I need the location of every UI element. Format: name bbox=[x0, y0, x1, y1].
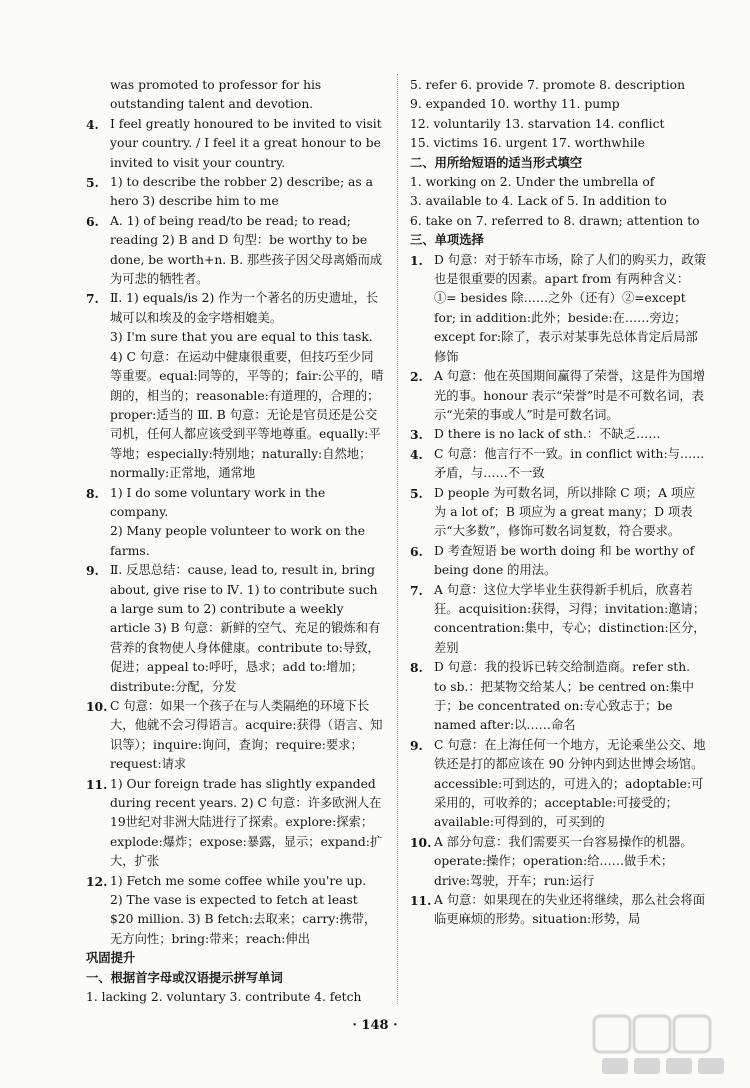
item-number: 10. bbox=[410, 834, 432, 850]
answer-line: 1. working on 2. Under the umbrella of bbox=[410, 175, 655, 190]
item-text: 1) Our foreign trade has slightly expanded during recent years. 2) C 句意：许多欧洲人在19世纪对非洲大陆进行了探索。explore:探索；explode:爆炸；expose:暴露，显示；expand:扩大，扩张 bbox=[110, 776, 383, 869]
item-number: 9. bbox=[86, 563, 99, 579]
item-number: 12. bbox=[86, 873, 108, 889]
answer-item bbox=[410, 367, 706, 425]
item-text: Ⅱ. 1) equals/is 2) 作为一个著名的历史遗址，长城可以和埃及的金字塔相媲美。 bbox=[110, 291, 379, 325]
item-number: 8. bbox=[410, 660, 423, 676]
item-number: 9. bbox=[410, 737, 423, 753]
item-number: 4. bbox=[410, 446, 423, 462]
answer-line: 6. take on 7. referred to 8. drawn; attention to bbox=[410, 213, 700, 228]
item-number: 3. bbox=[410, 427, 423, 443]
answer-item bbox=[86, 872, 384, 891]
watermark-logo bbox=[590, 1010, 740, 1080]
item-text: A. 1) of being read/to be read; to read; reading 2) B and D 句型：be worthy to be done, be worth+n. B. 那些孩子因父母离婚而成为可悲的牺牲者。 bbox=[110, 213, 383, 287]
answer-item bbox=[86, 173, 384, 212]
answer-continuation: 3) I'm sure that you are equal to this task. bbox=[110, 330, 373, 345]
answer-item bbox=[86, 561, 384, 697]
item-number: 7. bbox=[410, 582, 423, 598]
item-text: 1) Fetch me some coffee while you're up. bbox=[110, 873, 367, 888]
item-text: C 句意：在上海任何一个地方，无论乘坐公交、地铁还是打的都应该在 90 分钟内到达世博会场馆。accessible:可到达的，可进入的；adoptable:可采用的，可收养的；acceptable:可接受的；available:可得到的，可买到的 bbox=[434, 737, 706, 830]
item-number: 5. bbox=[86, 175, 99, 191]
item-number: 6. bbox=[86, 213, 99, 229]
item-text: D there is no lack of sth.：不缺乏…… bbox=[434, 427, 661, 442]
answer-item bbox=[410, 736, 706, 833]
item-text: A 句意：如果现在的失业还将继续，那么社会将面临更麻烦的形势。situation:形势，局 bbox=[434, 893, 706, 927]
item-text: D 考查短语 be worth doing 和 be worthy of being done 的用法。 bbox=[434, 543, 695, 578]
answer-line: 5. refer 6. provide 7. promote 8. description bbox=[410, 78, 685, 92]
section-title: 巩固提升 bbox=[86, 951, 136, 966]
answer-line: 12. voluntarily 13. starvation 14. conflict bbox=[410, 116, 665, 131]
answer-item bbox=[410, 658, 706, 736]
answer-continuation: was promoted to professor for his outstanding talent and devotion. bbox=[110, 78, 322, 112]
item-text: A 部分句意：我们需要买一台容易操作的机器。operate:操作；operation:给……做手术；drive:驾驶，开车；run:运行 bbox=[434, 834, 693, 888]
section-subtitle: 二、用所给短语的适当形式填空 bbox=[410, 155, 583, 170]
item-text: C 句意：他言行不一致。in conflict with:与……矛盾，与……不一致 bbox=[434, 446, 705, 481]
answer-continuation: 4) C 句意：在运动中健康很重要，但技巧至少同等重要。equal:同等的，平等的；fair:公平的，晴朗的，相当的；reasonable:有道理的，合理的；proper:适当的 Ⅲ. B 句意：无论是官员还是公交司机，任何人都应该受到平等地尊重。equally:平等地；especially:特别地；naturally:自然地；normally:正常地，通常地 bbox=[110, 349, 384, 481]
item-number: 7. bbox=[86, 291, 99, 307]
item-text: Ⅱ. 反思总结：cause, lead to, result in, bring about, give rise to Ⅳ. 1) to contribute such a large sum to 2) contribute a weekly article 3) B 句意：新鲜的空气、充足的锻炼和有营养的食物使人身体健康。contribute to:导致，促进；appeal to:呼吁，恳求；add to:增加；distribute:分配，分发 bbox=[110, 563, 381, 694]
answer-item bbox=[410, 445, 706, 484]
answer-item bbox=[86, 697, 384, 775]
answer-item bbox=[410, 542, 706, 581]
answer-item bbox=[86, 484, 384, 523]
answer-item bbox=[410, 891, 706, 930]
item-number: 11. bbox=[410, 893, 432, 909]
answer-line: 1. lacking 2. voluntary 3. contribute 4. fetch bbox=[86, 990, 362, 1005]
answer-item bbox=[410, 484, 706, 542]
answer-continuation: 2) Many people volunteer to work on the farms. bbox=[110, 524, 365, 558]
right-column bbox=[410, 76, 706, 930]
item-text: D 句意：对于轿车市场，除了人们的购买力，政策也是很重要的因素。apart from 有两种含义：①= besides 除……之外（还有）②=except for; in addition:此外；beside:在……旁边；except for:除了，表示对某事先总体肯定后局部修饰 bbox=[434, 252, 707, 364]
answer-item bbox=[410, 833, 706, 891]
item-text: I feel greatly honoured to be invited to visit your country. / I feel it a great honour to be invited to visit your country. bbox=[110, 116, 382, 170]
item-text: D 句意：我的投诉已转交给制造商。refer sth. to sb.：把某物交给某人；be centred on:集中于；be concentrated on:专心致志于；be named after:以……命名 bbox=[434, 660, 695, 733]
item-number: 2. bbox=[410, 369, 423, 385]
page-number: · 148 · bbox=[352, 1018, 398, 1033]
item-number: 11. bbox=[86, 776, 108, 792]
item-number: 6. bbox=[410, 543, 423, 559]
item-number: 10. bbox=[86, 699, 108, 714]
section-subtitle: 三、单项选择 bbox=[410, 233, 484, 248]
section-subtitle: 一、根据首字母或汉语提示拼写单词 bbox=[86, 970, 283, 985]
answer-item bbox=[86, 289, 384, 328]
answer-line: 3. available to 4. Lack of 5. In addition to bbox=[410, 194, 667, 209]
item-text: C 句意：如果一个孩子在与人类隔绝的环境下长大，他就不会习得语言。acquire:获得（语言、知识等）；inquire:询问，查询；require:要求；request:请求 bbox=[110, 699, 383, 772]
item-text: A 句意：他在英国期间赢得了荣誉，这是件为国增光的事。honour 表示“荣誉”时是不可数名词，表示“光荣的事或人”时是可数名词。 bbox=[434, 369, 706, 422]
answer-item bbox=[410, 251, 706, 367]
item-number: 4. bbox=[86, 116, 99, 132]
answer-item bbox=[86, 775, 384, 872]
item-number: 8. bbox=[86, 485, 99, 501]
item-number: 5. bbox=[410, 485, 423, 501]
column-divider bbox=[397, 74, 398, 1004]
answer-line: 15. victims 16. urgent 17. worthwhile bbox=[410, 136, 645, 151]
item-text: D people 为可数名词，所以排除 C 项；A 项应为 a lot of；B 项应为 a great many；D 项表示“大多数”，修饰可数名词复数，符合要求。 bbox=[434, 485, 696, 539]
answer-item bbox=[410, 425, 706, 444]
answer-continuation: 2) The vase is expected to fetch at least $20 million. 3) B fetch:去取来；carry:携带，无方向性；bring:带来；reach:伸出 bbox=[110, 893, 377, 946]
item-number: 1. bbox=[410, 252, 423, 268]
answer-item bbox=[86, 212, 384, 290]
answer-line: 9. expanded 10. worthy 11. pump bbox=[410, 97, 620, 112]
item-text: A 句意：这位大学毕业生获得新手机后，欣喜若狂。acquisition:获得，习得；invitation:邀请；concentration:集中，专心；distinction:区分，差别 bbox=[434, 582, 706, 655]
item-text: 1) I do some voluntary work in the company. bbox=[110, 485, 326, 519]
left-column bbox=[86, 76, 384, 1008]
answer-item bbox=[86, 115, 384, 173]
answer-item bbox=[410, 581, 706, 659]
item-text: 1) to describe the robber 2) describe; as a hero 3) describe him to me bbox=[110, 175, 373, 209]
